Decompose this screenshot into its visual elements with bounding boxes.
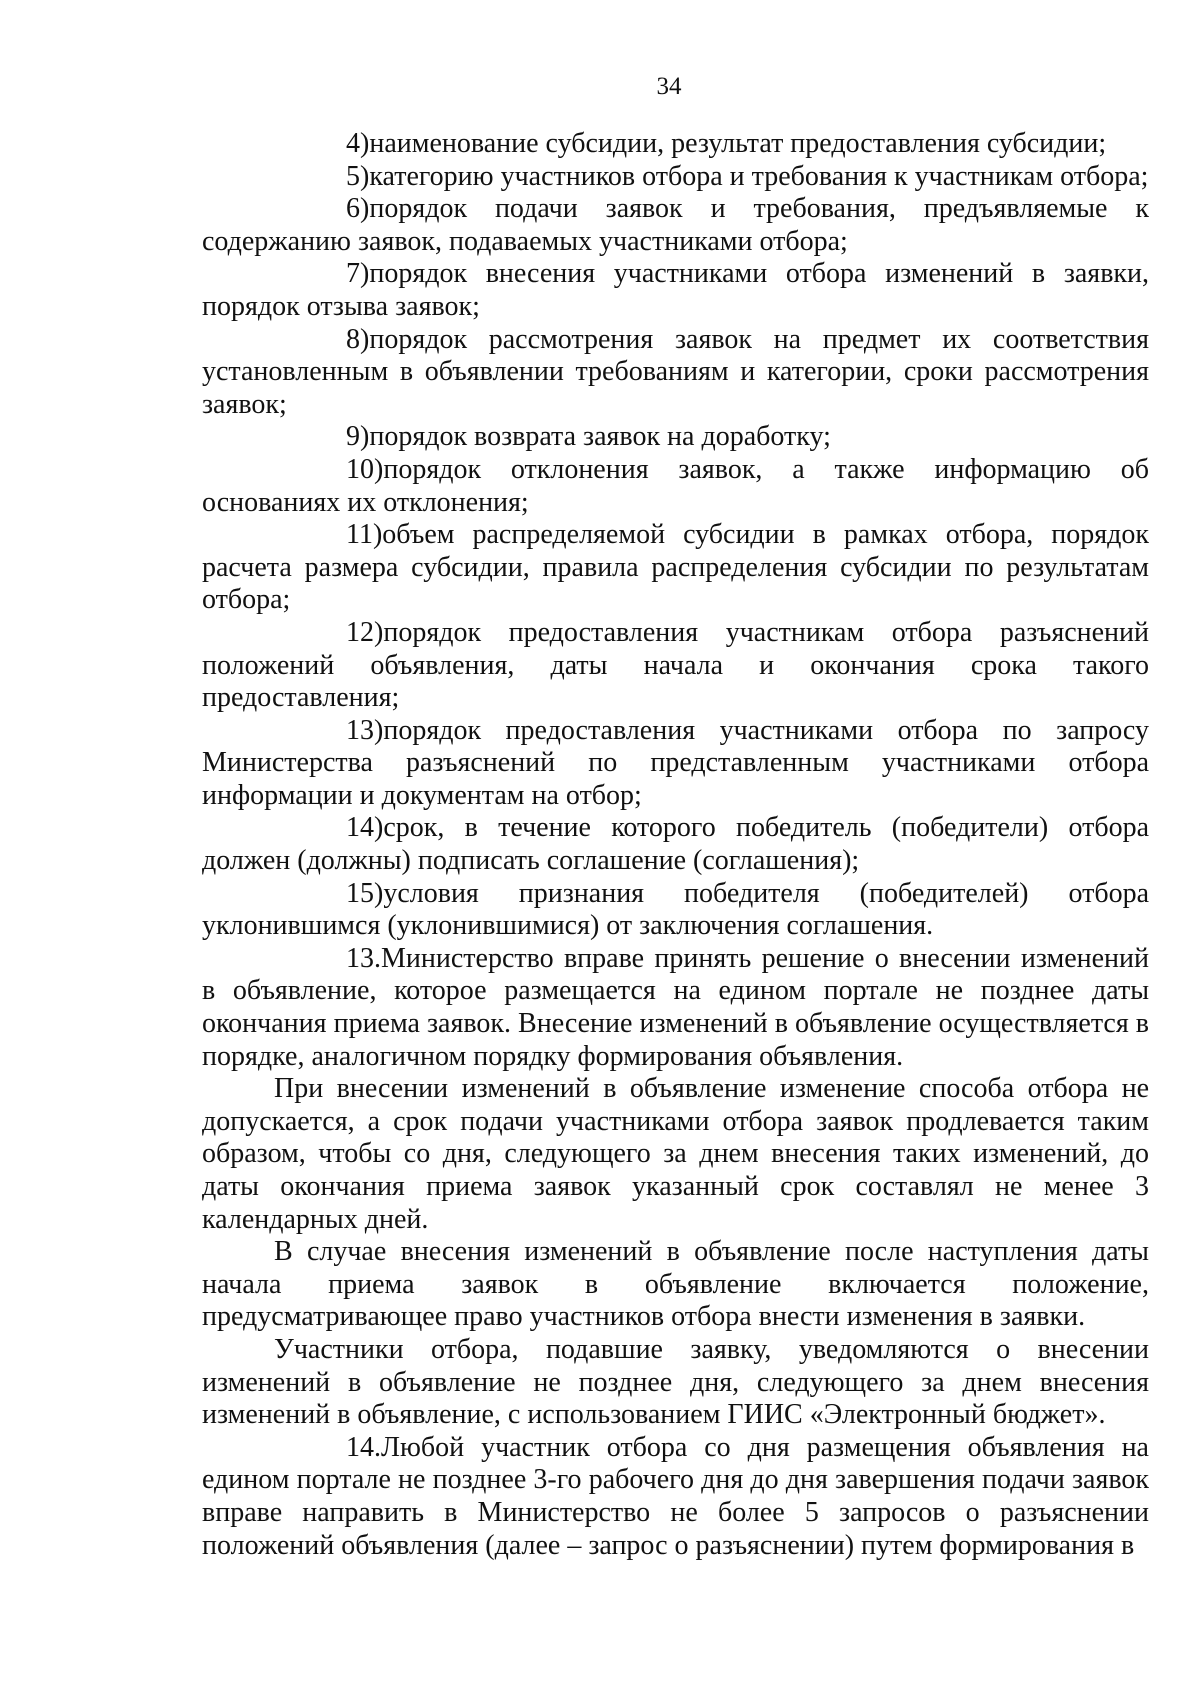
- page-number: 34: [656, 73, 682, 100]
- list-item: [202, 421, 1149, 454]
- paragraph-number: 13.: [346, 942, 381, 974]
- paragraph: [202, 1236, 1149, 1334]
- list-item-text: категорию участников отбора и требования к участникам отбора;: [369, 160, 1149, 192]
- list-item-number: 7): [346, 258, 370, 290]
- list-item: [202, 617, 1149, 715]
- paragraph-text: Министерство вправе принять решение о внесении изменений в объявление, которое размещается на едином портале не позднее даты окончания приема заявок. Внесение изменений в объявление осуществляется в порядке, аналогичном порядку формирования объявления.: [202, 942, 1149, 1072]
- list-item: [202, 519, 1149, 617]
- list-item-number: 13): [346, 714, 384, 746]
- list-item-text: порядок предоставления участниками отбора по запросу Министерства разъяснений по представленным участниками отбора информации и документам на отбор;: [202, 714, 1149, 811]
- paragraph: [202, 1073, 1149, 1236]
- list-item-number: 12): [346, 616, 384, 648]
- paragraph-text: Любой участник отбора со дня размещения объявления на едином портале не позднее 3-го рабочего дня до дня завершения подачи заявок вправе направить в Министерство не более 5 запросов о разъяснении положений объявления (далее – запрос о разъяснении) путем формирования в: [202, 1431, 1149, 1561]
- list-item: [202, 258, 1149, 323]
- list-item-number: 9): [346, 421, 370, 453]
- list-item-text: порядок рассмотрения заявок на предмет их соответствия установленным в объявлении требованиям и категории, сроки рассмотрения заявок;: [202, 323, 1149, 420]
- list-item-text: порядок возврата заявок на доработку;: [369, 421, 831, 453]
- list-item: [202, 878, 1149, 943]
- list-item-number: 11): [346, 519, 383, 551]
- list-item-text: порядок подачи заявок и требования, предъявляемые к содержанию заявок, подаваемых участниками отбора;: [202, 193, 1149, 257]
- list-item: [202, 715, 1149, 813]
- list-item-number: 4): [346, 128, 370, 159]
- list-item-number: 6): [346, 193, 370, 225]
- list-item-number: 8): [346, 323, 370, 355]
- list-item-text: объем распределяемой субсидии в рамках отбора, порядок расчета размера субсидии, правила распределения субсидии по результатам отбора;: [202, 519, 1149, 616]
- paragraph-text: При внесении изменений в объявление изменение способа отбора не допускается, а срок подачи участниками отбора заявок продлевается таким образом, чтобы со дня, следующего за днем внесения таких изменений, до даты окончания приема заявок указанный срок составлял не менее 3 календарных дней.: [202, 1073, 1149, 1235]
- document-body: [202, 128, 1149, 1562]
- list-item: [202, 128, 1149, 161]
- paragraph-text: Участники отбора, подавшие заявку, уведомляются о внесении изменений в объявление не позднее дня, следующего за днем внесения изменений в объявление, с использованием ГИИС «Электронный бюджет».: [202, 1333, 1149, 1431]
- list-item: [202, 454, 1149, 519]
- list-item-text: порядок предоставления участникам отбора разъяснений положений объявления, даты начала и окончания срока такого предоставления;: [202, 616, 1149, 714]
- list-item-text: условия признания победителя (победителей) отбора уклонившимся (уклонившимися) от заключения соглашения.: [202, 877, 1149, 942]
- paragraph-text: В случае внесения изменений в объявление после наступления даты начала приема заявок в объявление включается положение, предусматривающее право участников отбора внести изменения в заявки.: [202, 1236, 1149, 1333]
- list-item-text: наименование субсидии, результат предоставления субсидии;: [369, 128, 1107, 159]
- list-item: [202, 193, 1149, 258]
- list-item: [202, 324, 1149, 422]
- list-item-text: порядок внесения участниками отбора изменений в заявки, порядок отзыва заявок;: [202, 258, 1149, 322]
- paragraph-number: 14.: [346, 1431, 381, 1463]
- list-item-number: 15): [346, 877, 384, 909]
- paragraph: [202, 1334, 1149, 1432]
- list-item: [202, 812, 1149, 877]
- paragraph: [202, 943, 1149, 1073]
- list-item-number: 10): [346, 453, 384, 485]
- list-item: [202, 161, 1149, 194]
- list-item-number: 5): [346, 160, 370, 192]
- list-item-text: срок, в течение которого победитель (победители) отбора должен (должны) подписать соглашение (соглашения);: [202, 812, 1149, 877]
- list-item-number: 14): [346, 812, 384, 844]
- list-item-text: порядок отклонения заявок, а также информацию об основаниях их отклонения;: [202, 453, 1149, 518]
- paragraph: [202, 1432, 1149, 1562]
